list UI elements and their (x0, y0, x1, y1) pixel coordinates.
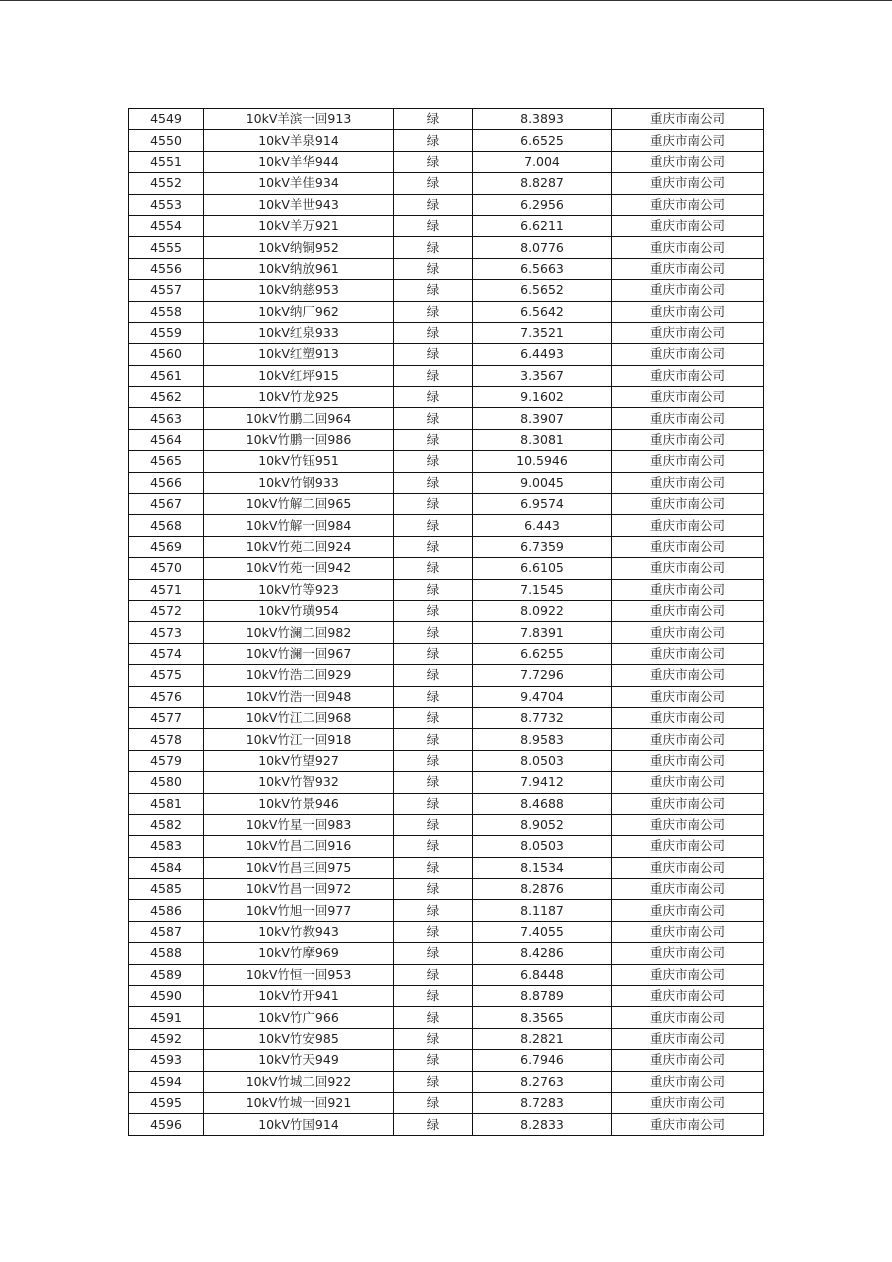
status-color-cell: 绿 (394, 964, 473, 985)
status-color-cell: 绿 (394, 1050, 473, 1071)
status-color-cell: 绿 (394, 900, 473, 921)
row-index-cell: 4584 (129, 857, 204, 878)
status-color-cell: 绿 (394, 472, 473, 493)
line-name-cell: 10kV纳放961 (204, 258, 394, 279)
row-index-cell: 4572 (129, 600, 204, 621)
value-cell: 8.0776 (473, 237, 612, 258)
value-cell: 6.6255 (473, 643, 612, 664)
company-cell: 重庆市南公司 (612, 109, 764, 130)
company-cell: 重庆市南公司 (612, 964, 764, 985)
feeder-table (128, 108, 764, 1136)
table-row (129, 643, 764, 664)
row-index-cell: 4593 (129, 1050, 204, 1071)
status-color-cell: 绿 (394, 772, 473, 793)
row-index-cell: 4585 (129, 879, 204, 900)
line-name-cell: 10kV竹等923 (204, 579, 394, 600)
value-cell: 8.8287 (473, 173, 612, 194)
row-index-cell: 4591 (129, 1007, 204, 1028)
status-color-cell: 绿 (394, 686, 473, 707)
status-color-cell: 绿 (394, 215, 473, 236)
status-color-cell: 绿 (394, 665, 473, 686)
value-cell: 6.7359 (473, 536, 612, 557)
line-name-cell: 10kV竹广966 (204, 1007, 394, 1028)
line-name-cell: 10kV竹国914 (204, 1114, 394, 1135)
row-index-cell: 4555 (129, 237, 204, 258)
status-color-cell: 绿 (394, 151, 473, 172)
company-cell: 重庆市南公司 (612, 558, 764, 579)
table-row (129, 215, 764, 236)
line-name-cell: 10kV竹钢933 (204, 472, 394, 493)
line-name-cell: 10kV竹昌一回972 (204, 879, 394, 900)
row-index-cell: 4557 (129, 280, 204, 301)
table-row (129, 558, 764, 579)
company-cell: 重庆市南公司 (612, 365, 764, 386)
line-name-cell: 10kV羊万921 (204, 215, 394, 236)
table-row (129, 301, 764, 322)
value-cell: 3.3567 (473, 365, 612, 386)
status-color-cell: 绿 (394, 280, 473, 301)
table-row (129, 900, 764, 921)
status-color-cell: 绿 (394, 365, 473, 386)
value-cell: 6.5642 (473, 301, 612, 322)
line-name-cell: 10kV羊滨一回913 (204, 109, 394, 130)
company-cell: 重庆市南公司 (612, 986, 764, 1007)
table-row (129, 986, 764, 1007)
status-color-cell: 绿 (394, 429, 473, 450)
line-name-cell: 10kV竹浩二回929 (204, 665, 394, 686)
table-row (129, 408, 764, 429)
table-row (129, 964, 764, 985)
status-color-cell: 绿 (394, 579, 473, 600)
table-row (129, 857, 764, 878)
value-cell: 7.4055 (473, 921, 612, 942)
value-cell: 6.8448 (473, 964, 612, 985)
line-name-cell: 10kV竹天949 (204, 1050, 394, 1071)
company-cell: 重庆市南公司 (612, 173, 764, 194)
value-cell: 8.1187 (473, 900, 612, 921)
line-name-cell: 10kV竹浩一回948 (204, 686, 394, 707)
company-cell: 重庆市南公司 (612, 1071, 764, 1092)
company-cell: 重庆市南公司 (612, 237, 764, 258)
line-name-cell: 10kV竹安985 (204, 1028, 394, 1049)
company-cell: 重庆市南公司 (612, 322, 764, 343)
row-index-cell: 4573 (129, 622, 204, 643)
value-cell: 6.6105 (473, 558, 612, 579)
table-row (129, 258, 764, 279)
row-index-cell: 4554 (129, 215, 204, 236)
table-row (129, 322, 764, 343)
company-cell: 重庆市南公司 (612, 622, 764, 643)
row-index-cell: 4562 (129, 387, 204, 408)
row-index-cell: 4568 (129, 515, 204, 536)
value-cell: 6.6525 (473, 130, 612, 151)
status-color-cell: 绿 (394, 194, 473, 215)
table-row (129, 1114, 764, 1135)
status-color-cell: 绿 (394, 857, 473, 878)
line-name-cell: 10kV竹澜一回967 (204, 643, 394, 664)
table-row (129, 451, 764, 472)
row-index-cell: 4594 (129, 1071, 204, 1092)
table-row (129, 772, 764, 793)
line-name-cell: 10kV竹昌二回916 (204, 836, 394, 857)
table-row (129, 151, 764, 172)
company-cell: 重庆市南公司 (612, 1114, 764, 1135)
company-cell: 重庆市南公司 (612, 258, 764, 279)
table-row (129, 1007, 764, 1028)
row-index-cell: 4587 (129, 921, 204, 942)
row-index-cell: 4556 (129, 258, 204, 279)
table-row (129, 387, 764, 408)
table-row (129, 536, 764, 557)
line-name-cell: 10kV竹恒一回953 (204, 964, 394, 985)
table-row (129, 600, 764, 621)
company-cell: 重庆市南公司 (612, 536, 764, 557)
status-color-cell: 绿 (394, 793, 473, 814)
table-row (129, 665, 764, 686)
row-index-cell: 4583 (129, 836, 204, 857)
line-name-cell: 10kV竹开941 (204, 986, 394, 1007)
table-row (129, 280, 764, 301)
company-cell: 重庆市南公司 (612, 836, 764, 857)
table-row (129, 237, 764, 258)
company-cell: 重庆市南公司 (612, 857, 764, 878)
status-color-cell: 绿 (394, 494, 473, 515)
row-index-cell: 4581 (129, 793, 204, 814)
company-cell: 重庆市南公司 (612, 814, 764, 835)
value-cell: 8.8789 (473, 986, 612, 1007)
table-row (129, 1028, 764, 1049)
line-name-cell: 10kV羊世943 (204, 194, 394, 215)
status-color-cell: 绿 (394, 237, 473, 258)
company-cell: 重庆市南公司 (612, 451, 764, 472)
status-color-cell: 绿 (394, 301, 473, 322)
line-name-cell: 10kV纳慈953 (204, 280, 394, 301)
value-cell: 8.9583 (473, 729, 612, 750)
status-color-cell: 绿 (394, 986, 473, 1007)
status-color-cell: 绿 (394, 1071, 473, 1092)
status-color-cell: 绿 (394, 707, 473, 728)
line-name-cell: 10kV竹摩969 (204, 943, 394, 964)
company-cell: 重庆市南公司 (612, 408, 764, 429)
line-name-cell: 10kV竹龙925 (204, 387, 394, 408)
table-row (129, 943, 764, 964)
table-row (129, 686, 764, 707)
value-cell: 8.0503 (473, 836, 612, 857)
row-index-cell: 4550 (129, 130, 204, 151)
row-index-cell: 4582 (129, 814, 204, 835)
table-row (129, 793, 764, 814)
company-cell: 重庆市南公司 (612, 1028, 764, 1049)
value-cell: 8.4286 (473, 943, 612, 964)
value-cell: 9.1602 (473, 387, 612, 408)
company-cell: 重庆市南公司 (612, 707, 764, 728)
company-cell: 重庆市南公司 (612, 921, 764, 942)
status-color-cell: 绿 (394, 729, 473, 750)
table-row (129, 879, 764, 900)
table-row (129, 1092, 764, 1113)
status-color-cell: 绿 (394, 451, 473, 472)
status-color-cell: 绿 (394, 109, 473, 130)
value-cell: 8.7283 (473, 1092, 612, 1113)
table-row (129, 109, 764, 130)
company-cell: 重庆市南公司 (612, 900, 764, 921)
row-index-cell: 4577 (129, 707, 204, 728)
company-cell: 重庆市南公司 (612, 879, 764, 900)
line-name-cell: 10kV羊泉914 (204, 130, 394, 151)
status-color-cell: 绿 (394, 1114, 473, 1135)
status-color-cell: 绿 (394, 173, 473, 194)
value-cell: 8.7732 (473, 707, 612, 728)
line-name-cell: 10kV竹解二回965 (204, 494, 394, 515)
status-color-cell: 绿 (394, 750, 473, 771)
row-index-cell: 4559 (129, 322, 204, 343)
value-cell: 8.2833 (473, 1114, 612, 1135)
row-index-cell: 4595 (129, 1092, 204, 1113)
row-index-cell: 4575 (129, 665, 204, 686)
company-cell: 重庆市南公司 (612, 429, 764, 450)
status-color-cell: 绿 (394, 1007, 473, 1028)
status-color-cell: 绿 (394, 600, 473, 621)
line-name-cell: 10kV竹钰951 (204, 451, 394, 472)
company-cell: 重庆市南公司 (612, 600, 764, 621)
status-color-cell: 绿 (394, 836, 473, 857)
line-name-cell: 10kV竹璜954 (204, 600, 394, 621)
line-name-cell: 10kV竹智932 (204, 772, 394, 793)
table-row (129, 836, 764, 857)
feeder-table-body (129, 109, 764, 1136)
table-row (129, 515, 764, 536)
value-cell: 8.1534 (473, 857, 612, 878)
company-cell: 重庆市南公司 (612, 194, 764, 215)
row-index-cell: 4552 (129, 173, 204, 194)
status-color-cell: 绿 (394, 536, 473, 557)
line-name-cell: 10kV羊华944 (204, 151, 394, 172)
line-name-cell: 10kV竹江一回918 (204, 729, 394, 750)
line-name-cell: 10kV竹城二回922 (204, 1071, 394, 1092)
table-row (129, 579, 764, 600)
company-cell: 重庆市南公司 (612, 750, 764, 771)
line-name-cell: 10kV竹鹏一回986 (204, 429, 394, 450)
value-cell: 6.443 (473, 515, 612, 536)
row-index-cell: 4579 (129, 750, 204, 771)
value-cell: 6.6211 (473, 215, 612, 236)
row-index-cell: 4566 (129, 472, 204, 493)
table-row (129, 622, 764, 643)
value-cell: 8.3565 (473, 1007, 612, 1028)
line-name-cell: 10kV竹星一回983 (204, 814, 394, 835)
status-color-cell: 绿 (394, 879, 473, 900)
value-cell: 6.2956 (473, 194, 612, 215)
company-cell: 重庆市南公司 (612, 472, 764, 493)
table-row (129, 429, 764, 450)
table-row (129, 173, 764, 194)
status-color-cell: 绿 (394, 921, 473, 942)
company-cell: 重庆市南公司 (612, 793, 764, 814)
table-row (129, 1050, 764, 1071)
company-cell: 重庆市南公司 (612, 387, 764, 408)
row-index-cell: 4571 (129, 579, 204, 600)
row-index-cell: 4565 (129, 451, 204, 472)
row-index-cell: 4561 (129, 365, 204, 386)
row-index-cell: 4564 (129, 429, 204, 450)
line-name-cell: 10kV竹苑一回942 (204, 558, 394, 579)
value-cell: 10.5946 (473, 451, 612, 472)
status-color-cell: 绿 (394, 258, 473, 279)
value-cell: 8.3081 (473, 429, 612, 450)
table-row (129, 707, 764, 728)
line-name-cell: 10kV竹苑二回924 (204, 536, 394, 557)
line-name-cell: 10kV竹昌三回975 (204, 857, 394, 878)
row-index-cell: 4551 (129, 151, 204, 172)
row-index-cell: 4596 (129, 1114, 204, 1135)
company-cell: 重庆市南公司 (612, 344, 764, 365)
value-cell: 6.4493 (473, 344, 612, 365)
line-name-cell: 10kV红泉933 (204, 322, 394, 343)
line-name-cell: 10kV纳铜952 (204, 237, 394, 258)
value-cell: 7.8391 (473, 622, 612, 643)
row-index-cell: 4592 (129, 1028, 204, 1049)
company-cell: 重庆市南公司 (612, 494, 764, 515)
line-name-cell: 10kV竹解一回984 (204, 515, 394, 536)
table-row (129, 130, 764, 151)
status-color-cell: 绿 (394, 558, 473, 579)
company-cell: 重庆市南公司 (612, 130, 764, 151)
row-index-cell: 4570 (129, 558, 204, 579)
company-cell: 重庆市南公司 (612, 151, 764, 172)
table-row (129, 494, 764, 515)
row-index-cell: 4589 (129, 964, 204, 985)
row-index-cell: 4553 (129, 194, 204, 215)
table-row (129, 814, 764, 835)
line-name-cell: 10kV红坪915 (204, 365, 394, 386)
company-cell: 重庆市南公司 (612, 643, 764, 664)
company-cell: 重庆市南公司 (612, 686, 764, 707)
company-cell: 重庆市南公司 (612, 215, 764, 236)
company-cell: 重庆市南公司 (612, 729, 764, 750)
table-row (129, 750, 764, 771)
company-cell: 重庆市南公司 (612, 1092, 764, 1113)
company-cell: 重庆市南公司 (612, 665, 764, 686)
line-name-cell: 10kV竹江二回968 (204, 707, 394, 728)
company-cell: 重庆市南公司 (612, 1050, 764, 1071)
value-cell: 6.5663 (473, 258, 612, 279)
table-row (129, 729, 764, 750)
row-index-cell: 4558 (129, 301, 204, 322)
line-name-cell: 10kV竹城一回921 (204, 1092, 394, 1113)
status-color-cell: 绿 (394, 1092, 473, 1113)
table-row (129, 365, 764, 386)
line-name-cell: 10kV竹望927 (204, 750, 394, 771)
line-name-cell: 10kV竹鹏二回964 (204, 408, 394, 429)
row-index-cell: 4580 (129, 772, 204, 793)
line-name-cell: 10kV竹教943 (204, 921, 394, 942)
status-color-cell: 绿 (394, 515, 473, 536)
table-row (129, 472, 764, 493)
row-index-cell: 4576 (129, 686, 204, 707)
value-cell: 8.0922 (473, 600, 612, 621)
value-cell: 7.3521 (473, 322, 612, 343)
line-name-cell: 10kV竹景946 (204, 793, 394, 814)
value-cell: 8.0503 (473, 750, 612, 771)
value-cell: 9.0045 (473, 472, 612, 493)
table-row (129, 921, 764, 942)
value-cell: 8.4688 (473, 793, 612, 814)
line-name-cell: 10kV竹旭一回977 (204, 900, 394, 921)
company-cell: 重庆市南公司 (612, 301, 764, 322)
value-cell: 8.2763 (473, 1071, 612, 1092)
row-index-cell: 4574 (129, 643, 204, 664)
status-color-cell: 绿 (394, 408, 473, 429)
row-index-cell: 4569 (129, 536, 204, 557)
value-cell: 7.1545 (473, 579, 612, 600)
row-index-cell: 4549 (129, 109, 204, 130)
status-color-cell: 绿 (394, 322, 473, 343)
status-color-cell: 绿 (394, 130, 473, 151)
company-cell: 重庆市南公司 (612, 515, 764, 536)
status-color-cell: 绿 (394, 1028, 473, 1049)
line-name-cell: 10kV纳厂962 (204, 301, 394, 322)
value-cell: 8.3893 (473, 109, 612, 130)
row-index-cell: 4567 (129, 494, 204, 515)
table-row (129, 1071, 764, 1092)
company-cell: 重庆市南公司 (612, 1007, 764, 1028)
company-cell: 重庆市南公司 (612, 943, 764, 964)
row-index-cell: 4588 (129, 943, 204, 964)
company-cell: 重庆市南公司 (612, 280, 764, 301)
value-cell: 6.7946 (473, 1050, 612, 1071)
status-color-cell: 绿 (394, 943, 473, 964)
table-row (129, 194, 764, 215)
line-name-cell: 10kV竹澜二回982 (204, 622, 394, 643)
table-row (129, 344, 764, 365)
value-cell: 8.2821 (473, 1028, 612, 1049)
value-cell: 6.9574 (473, 494, 612, 515)
value-cell: 8.2876 (473, 879, 612, 900)
value-cell: 8.3907 (473, 408, 612, 429)
status-color-cell: 绿 (394, 814, 473, 835)
line-name-cell: 10kV红塑913 (204, 344, 394, 365)
value-cell: 9.4704 (473, 686, 612, 707)
row-index-cell: 4560 (129, 344, 204, 365)
row-index-cell: 4590 (129, 986, 204, 1007)
line-name-cell: 10kV羊佳934 (204, 173, 394, 194)
value-cell: 7.9412 (473, 772, 612, 793)
row-index-cell: 4563 (129, 408, 204, 429)
company-cell: 重庆市南公司 (612, 579, 764, 600)
status-color-cell: 绿 (394, 387, 473, 408)
status-color-cell: 绿 (394, 622, 473, 643)
status-color-cell: 绿 (394, 344, 473, 365)
status-color-cell: 绿 (394, 643, 473, 664)
row-index-cell: 4586 (129, 900, 204, 921)
value-cell: 6.5652 (473, 280, 612, 301)
value-cell: 7.7296 (473, 665, 612, 686)
page-top-border (0, 0, 892, 1)
company-cell: 重庆市南公司 (612, 772, 764, 793)
value-cell: 8.9052 (473, 814, 612, 835)
row-index-cell: 4578 (129, 729, 204, 750)
value-cell: 7.004 (473, 151, 612, 172)
